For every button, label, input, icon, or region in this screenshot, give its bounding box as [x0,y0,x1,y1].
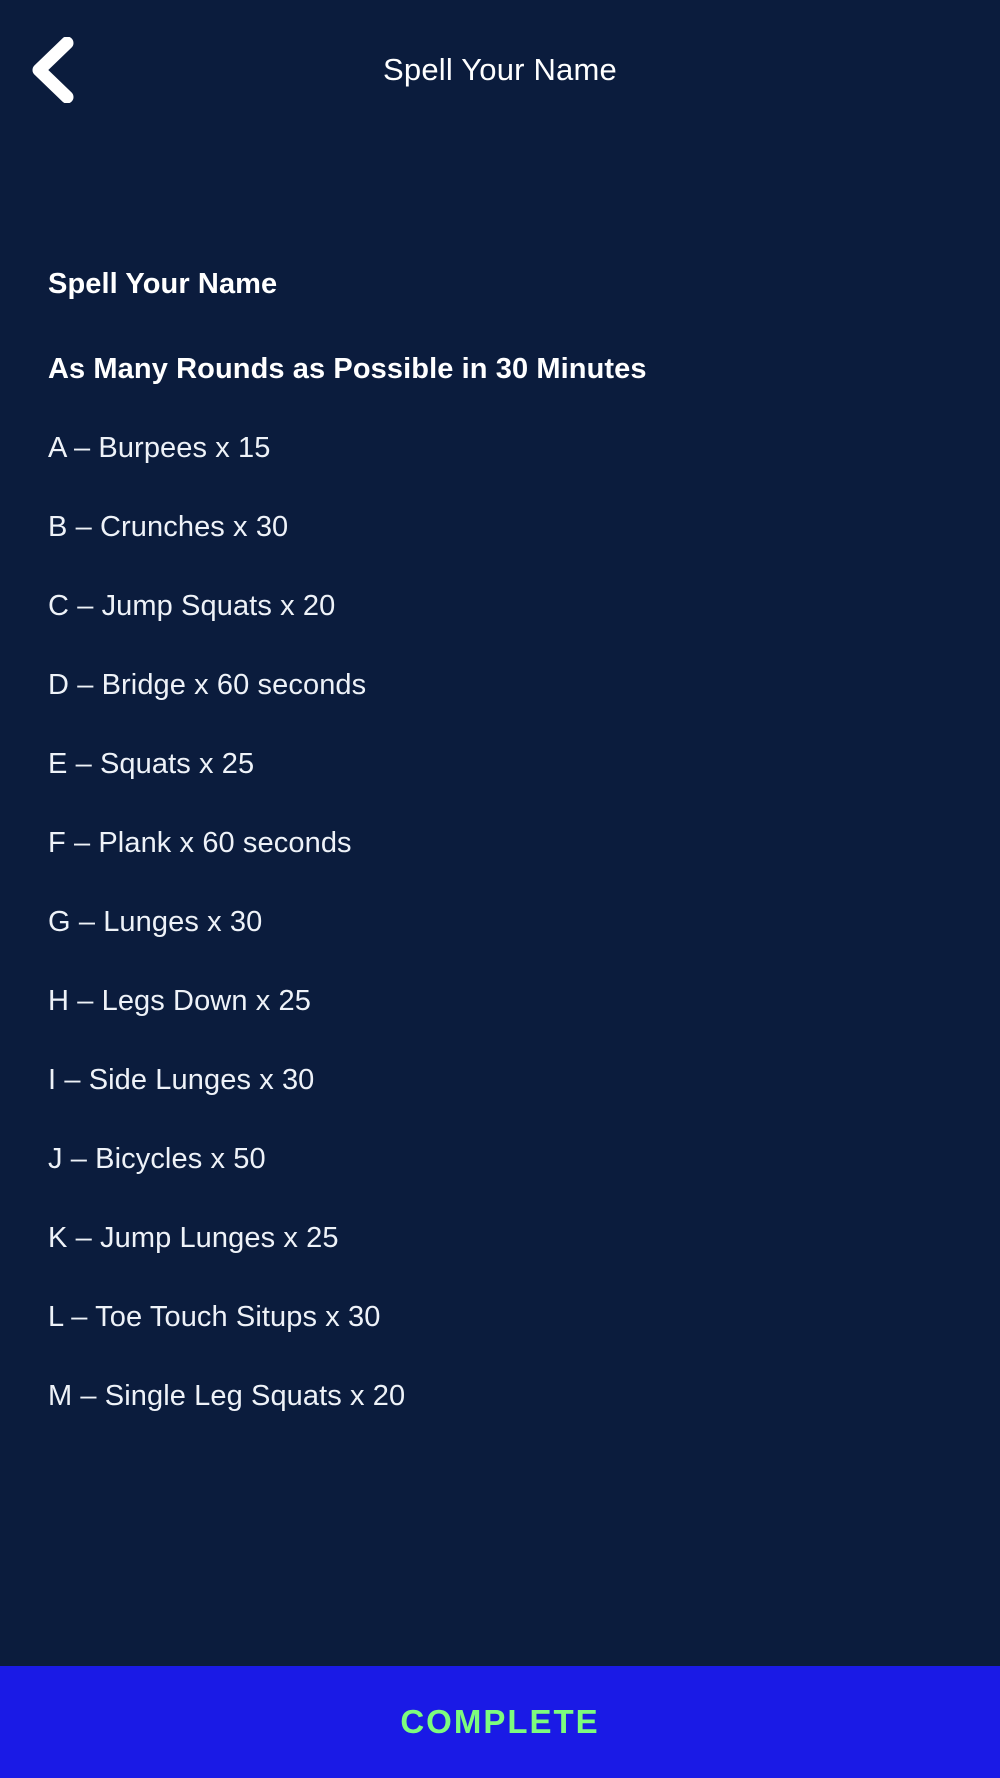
list-item: I – Side Lunges x 30 [48,1064,315,1096]
list-item: E – Squats x 25 [48,748,255,780]
workout-content [0,140,1000,1666]
complete-button[interactable] [0,1666,1000,1778]
back-button[interactable] [16,34,88,106]
complete-button-label: COMPLETE [400,1703,600,1740]
list-item: D – Bridge x 60 seconds [48,669,367,701]
list-item: F – Plank x 60 seconds [48,827,352,859]
list-item: A – Burpees x 15 [48,432,271,464]
list-item: G – Lunges x 30 [48,906,263,938]
list-item: C – Jump Squats x 20 [48,590,336,622]
list-item: M – Single Leg Squats x 20 [48,1380,406,1412]
list-item: L – Toe Touch Situps x 30 [48,1301,381,1333]
list-item: K – Jump Lunges x 25 [48,1222,339,1254]
header-bar [0,0,1000,140]
chevron-left-icon [29,37,75,103]
page-title: Spell Your Name [383,52,617,87]
list-item: B – Crunches x 30 [48,511,289,543]
workout-title: Spell Your Name [48,268,278,300]
list-item: H – Legs Down x 25 [48,985,311,1017]
workout-subtitle: As Many Rounds as Possible in 30 Minutes [48,353,647,385]
list-item: J – Bicycles x 50 [48,1143,266,1175]
